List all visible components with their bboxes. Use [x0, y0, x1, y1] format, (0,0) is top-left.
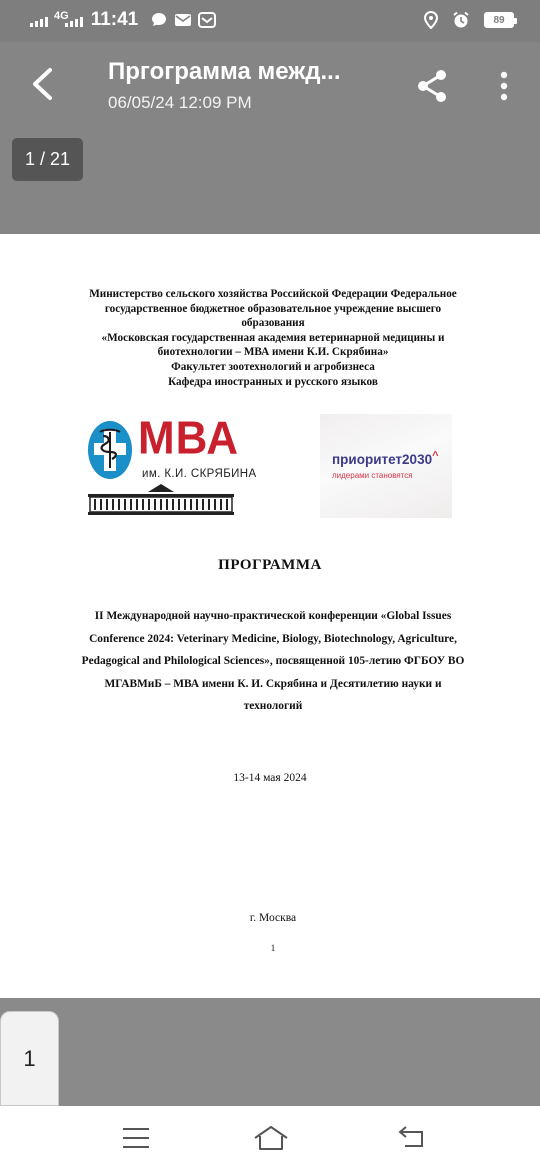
more-vertical-icon — [500, 71, 508, 101]
inbox-icon — [198, 12, 216, 28]
ministry-block — [60, 287, 486, 389]
ministry-line: Факультет зоотехнологий и агробизнеса — [171, 360, 375, 373]
ministry-line: биотехнологии – МВА имени К.И. Скрябина» — [157, 346, 389, 359]
program-heading: ПРОГРАММА — [218, 557, 322, 573]
conference-title — [58, 605, 488, 718]
conference-line: Pedagogical and Philological Sciences», посвященной 105-летию ФГБОУ ВО — [81, 655, 465, 668]
conference-line: МГАВМиБ – МВА имени К. И. Скрябина и Десятилетию науки и — [104, 677, 442, 690]
page-counter: 1 / 21 — [12, 138, 83, 181]
priority-logo-word: приоритет — [332, 452, 403, 467]
share-icon — [416, 69, 448, 103]
back-nav-button[interactable] — [390, 1120, 434, 1156]
mva-logo-subtitle: им. К.И. СКРЯБИНА — [142, 468, 257, 480]
mva-logo — [86, 412, 257, 516]
menu-button[interactable] — [114, 1120, 158, 1156]
priority-logo-caret: ^ — [432, 450, 439, 462]
mail-icon — [174, 12, 192, 28]
priority-2030-logo — [320, 414, 452, 518]
home-button[interactable] — [249, 1120, 293, 1156]
return-icon — [397, 1126, 427, 1150]
ministry-line: «Московская государственная академия ветеринарной медицины и — [101, 331, 445, 344]
page-number: 1 — [270, 943, 276, 953]
back-button[interactable] — [22, 62, 62, 106]
notification-icons — [150, 11, 216, 29]
back-arrow-icon — [30, 67, 54, 101]
viewer-background — [0, 998, 540, 1106]
location-icon — [424, 11, 438, 29]
conference-line: технологий — [243, 700, 303, 713]
status-left — [30, 9, 216, 31]
conference-dates: 13-14 мая 2024 — [233, 772, 307, 784]
document-title: Пргограмма межд... — [108, 58, 341, 85]
more-options-button[interactable] — [484, 64, 524, 108]
conference-line: II Международной научно-практической конференции «Global Issues — [94, 610, 452, 622]
viewer-header — [0, 42, 540, 234]
ministry-line: образования — [241, 317, 305, 330]
share-button[interactable] — [410, 64, 454, 108]
priority-logo-year: 2030 — [402, 452, 433, 467]
document-page[interactable] — [0, 234, 540, 998]
alarm-icon — [452, 11, 470, 29]
city: г. Москва — [249, 912, 297, 924]
document-date: 06/05/24 12:09 PM — [108, 93, 252, 112]
network-type: 4G — [54, 10, 69, 22]
battery-icon: 89 — [484, 12, 514, 28]
mva-logo-letters: МВА — [138, 412, 240, 465]
navigation-bar — [0, 1106, 540, 1170]
status-right — [424, 11, 514, 29]
ministry-line: Кафедра иностранных и русского языков — [168, 375, 378, 388]
clock: 11:41 — [90, 9, 139, 30]
emblem-icon — [86, 418, 134, 482]
page-thumbnail-tab[interactable]: 1 — [0, 1011, 59, 1106]
menu-icon — [122, 1127, 150, 1149]
signal-icon — [30, 13, 48, 27]
chat-bubble-icon — [150, 11, 168, 29]
status-bar — [0, 0, 540, 42]
priority-logo-name — [332, 452, 439, 467]
ministry-line: Министерство сельского хозяйства Российской Федерации Федеральное — [89, 288, 457, 300]
priority-logo-tagline: лидерами становятся — [332, 471, 413, 480]
conference-line: Conference 2024: Veterinary Medicine, Biology, Biotechnology, Agriculture, — [89, 632, 457, 645]
home-icon — [253, 1125, 289, 1151]
building-icon — [88, 482, 234, 516]
ministry-line: государственное бюджетное образовательное учреждение высшего — [104, 302, 442, 315]
